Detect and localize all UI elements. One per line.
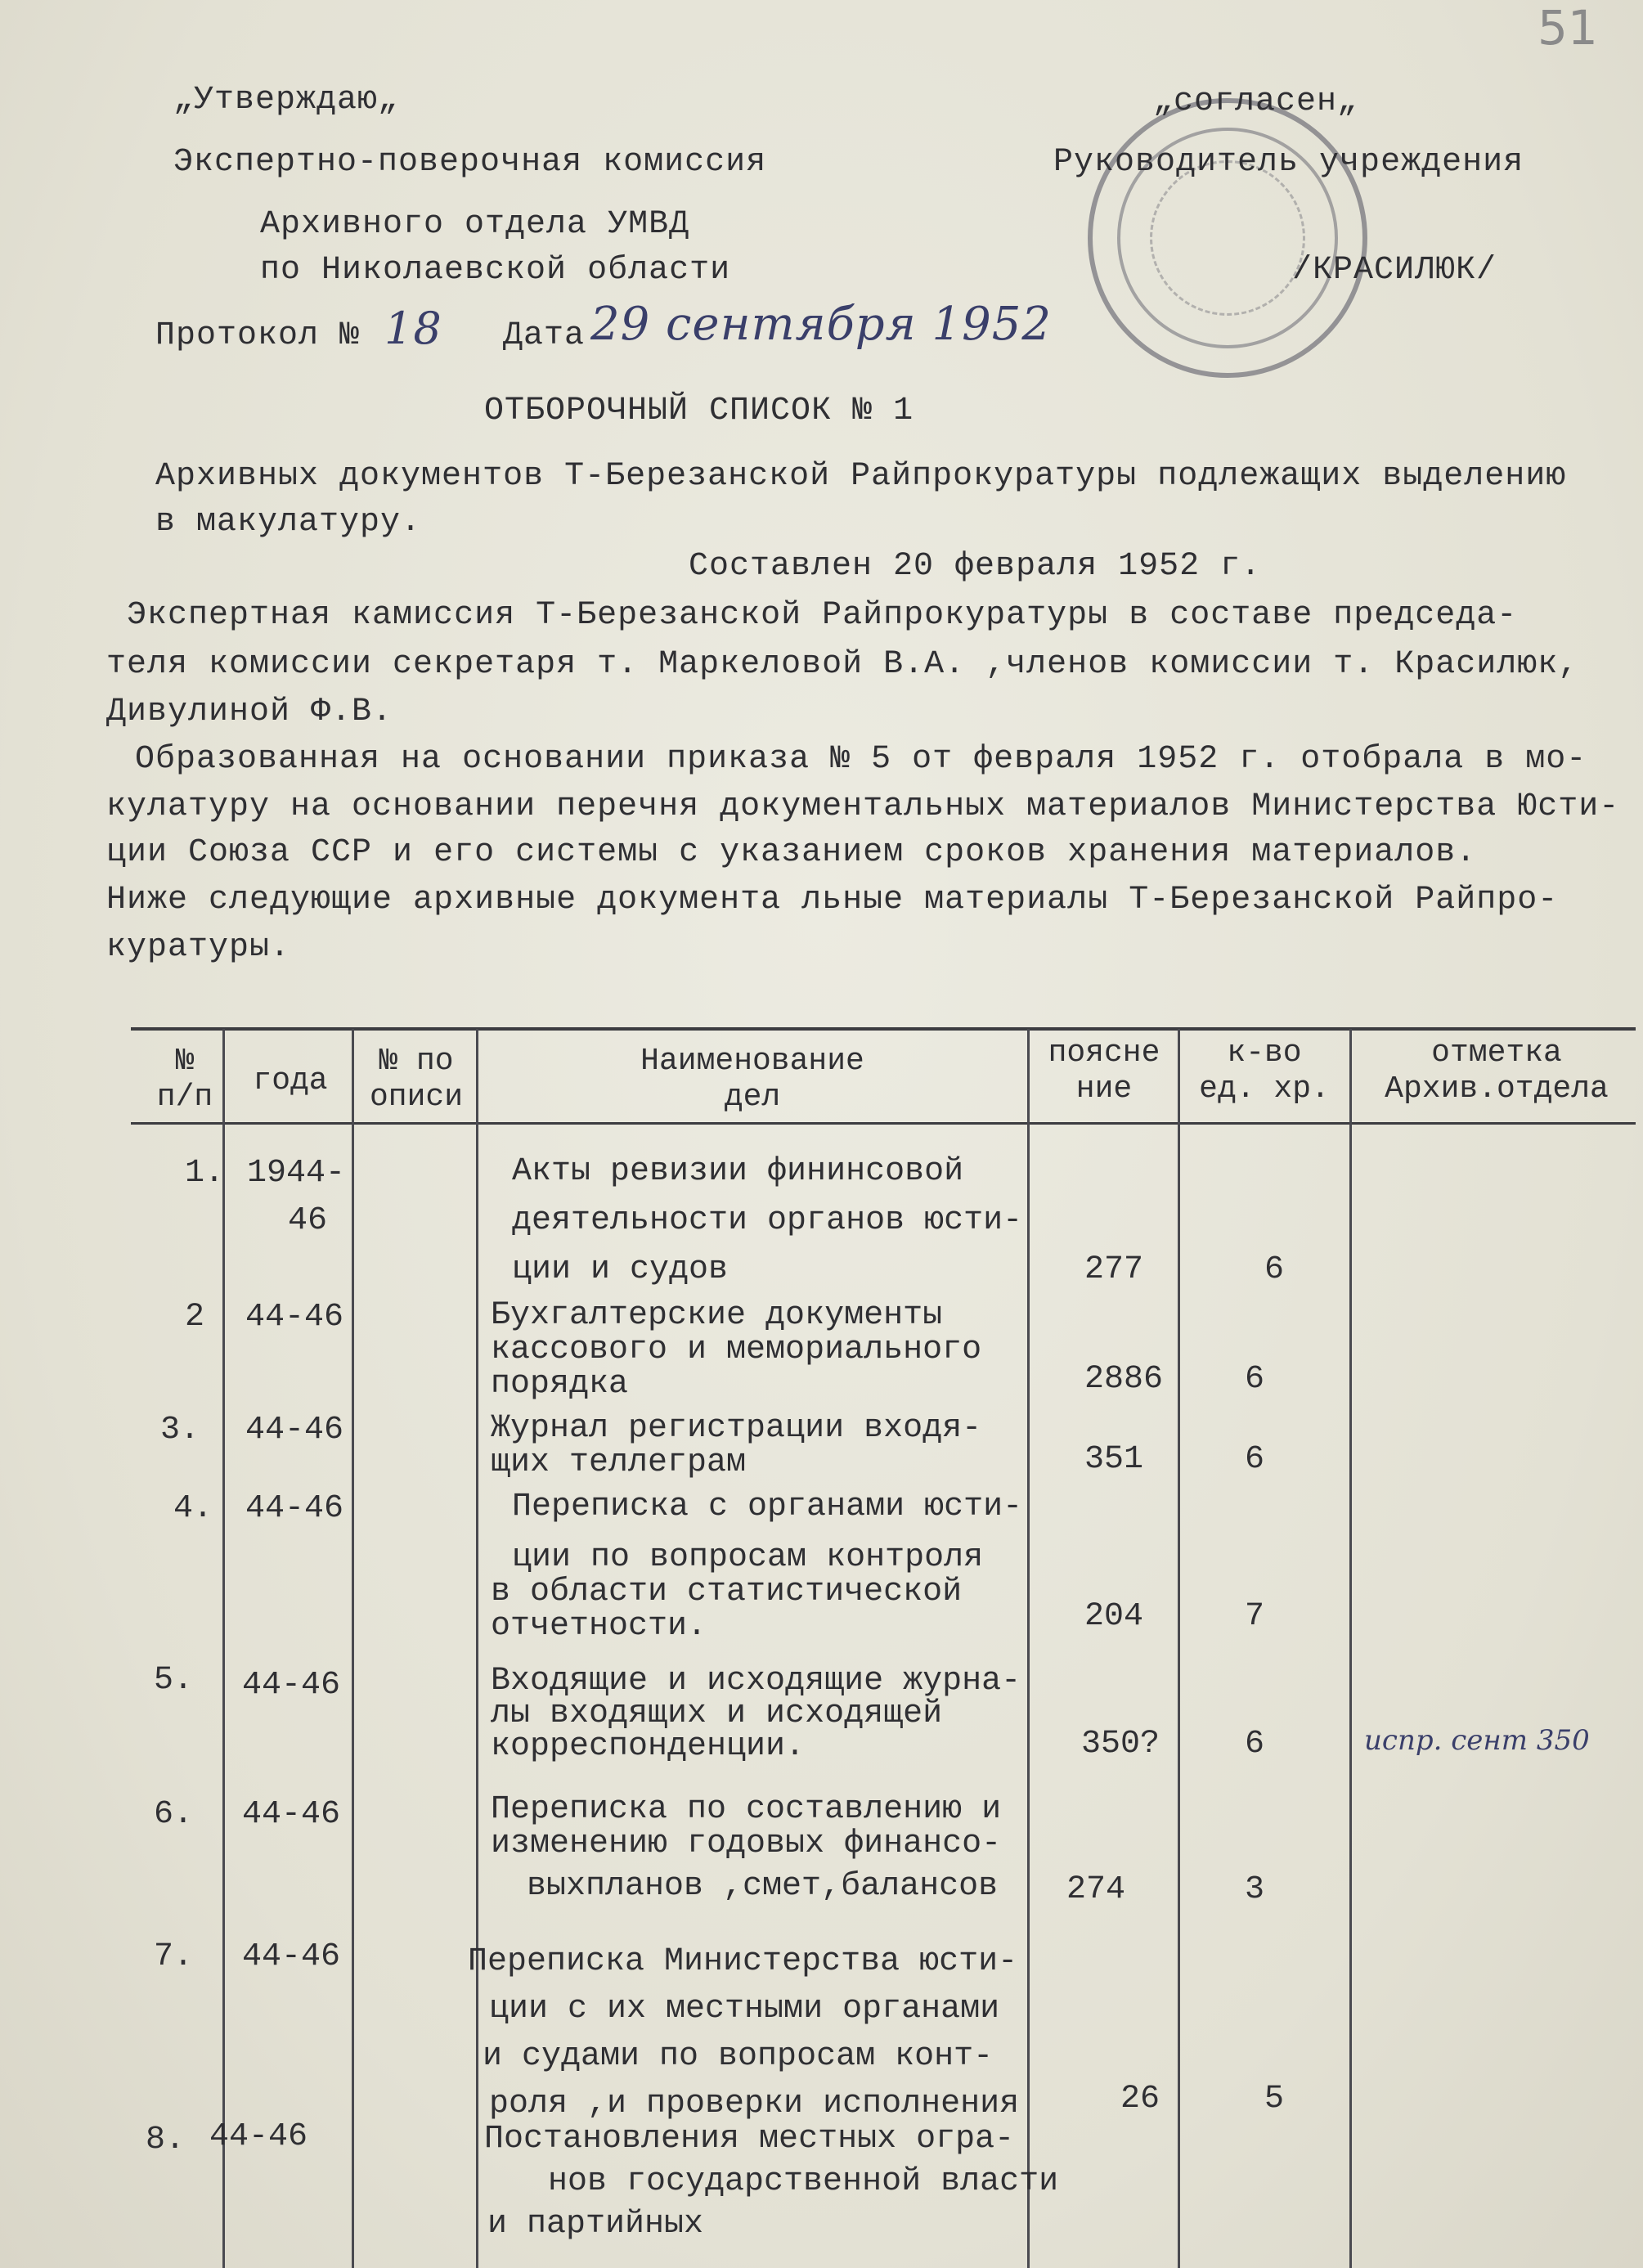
row3-explanation: 351 — [1084, 1441, 1144, 1478]
header-archive-mark: отметка Архив.отдела — [1385, 1035, 1609, 1107]
row1-name: Акты ревизии фининсовой деятельности органов юсти- ции и судов — [512, 1153, 1023, 1288]
row4-count: 7 — [1245, 1598, 1265, 1635]
row6-num: 6. — [154, 1796, 194, 1833]
approval-line-2: Архивного отдела УМВД — [260, 206, 690, 243]
subtitle-line-2: в макулатуру. — [155, 504, 422, 541]
row3-years: 44-46 — [245, 1412, 344, 1448]
row4-num: 4. — [173, 1490, 213, 1527]
row7-count: 5 — [1264, 2081, 1285, 2118]
para1-line-3: Дивулиной Ф.В. — [106, 694, 393, 730]
row3-name: Журнал регистрации входя- щих теллеграм — [491, 1410, 982, 1481]
row4-explanation: 204 — [1084, 1598, 1144, 1635]
row4-name: Переписка с органами юсти- ции по вопросам контроля в области статистической отчетности. — [491, 1489, 1023, 1645]
row3-count: 6 — [1245, 1441, 1265, 1478]
table-top-rule — [131, 1027, 1636, 1031]
row5-explanation: 350? — [1081, 1726, 1160, 1763]
document-title: ОТБОРОЧНЫЙ СПИСОК № 1 — [484, 393, 914, 429]
row1-explanation: 277 — [1084, 1251, 1144, 1288]
para2-line-3: ции Союза ССР и его системы с указанием сроков хранения материалов. — [106, 834, 1477, 871]
approval-line-3: по Николаевской области — [260, 252, 731, 289]
agreed-title: „согласен„ — [1153, 83, 1358, 120]
row2-num: 2 — [185, 1299, 205, 1336]
col-divider-2 — [352, 1029, 354, 2268]
date-label: Дата — [503, 317, 586, 354]
row1-count: 6 — [1264, 1251, 1285, 1288]
row7-years: 44-46 — [242, 1938, 341, 1975]
row5-archive-note: испр. сент 350 — [1364, 1724, 1590, 1757]
row7-name: Переписка Министерства юсти- ции с их местными органами и судами по вопросам конт- роля ,и проверки исполнения — [468, 1943, 1020, 2122]
row2-count: 6 — [1245, 1361, 1265, 1398]
para2-line-4: Ниже следующие архивные документа льные материалы Т-Березанской Райпро- — [106, 882, 1559, 918]
compiled-line: Составлен 20 февраля 1952 г. — [689, 548, 1262, 585]
para1-line-2: теля комиссии секретаря т. Маркеловой В.А. ,членов комиссии т. Красилюк, — [106, 646, 1579, 683]
col-divider-1 — [222, 1029, 225, 2268]
col-divider-4 — [1027, 1029, 1030, 2268]
header-num: № п/п — [156, 1044, 213, 1115]
para2-line-2: кулатуру на основании перечня документальных материалов Министерства Юсти- — [106, 788, 1620, 825]
row5-name: Входящие и исходящие журна- лы входящих и исходящей корреспонденции. — [491, 1663, 1021, 1765]
approval-line-1: Экспертно-поверочная комиссия — [173, 144, 767, 181]
row8-num: 8. — [146, 2122, 186, 2158]
header-inventory: № по описи — [369, 1044, 464, 1115]
row3-num: 3. — [160, 1412, 200, 1448]
para2-line-5: куратуры. — [106, 929, 291, 966]
header-count: к-во ед. хр. — [1199, 1035, 1330, 1107]
agreed-role: Руководитель учреждения — [1053, 144, 1524, 181]
approval-title: „Утверждаю„ — [173, 82, 399, 119]
row5-num: 5. — [154, 1662, 194, 1699]
round-stamp — [1088, 98, 1367, 378]
row4-years: 44-46 — [245, 1490, 344, 1527]
row2-name: Бухгалтерские документы кассового и мемориального порядка — [491, 1297, 982, 1403]
table-header-rule — [131, 1122, 1636, 1125]
col-divider-6 — [1349, 1029, 1352, 2268]
subtitle-line-1: Архивных документов Т-Березанской Райпрокуратуры подлежащих выделению — [155, 458, 1567, 495]
row5-years: 44-46 — [242, 1667, 341, 1704]
date-value: 29 сентября 1952 — [590, 298, 1053, 351]
header-years: года — [253, 1063, 328, 1098]
row1-num: 1. — [185, 1155, 225, 1192]
protocol-label: Протокол № — [155, 317, 361, 354]
header-explanation: поясне ние — [1048, 1035, 1160, 1107]
row7-explanation: 26 — [1120, 2081, 1160, 2118]
para2-line-1: Образованная на основании приказа № 5 от февраля 1952 г. отобрала в мо- — [135, 741, 1587, 778]
row6-years: 44-46 — [242, 1796, 341, 1833]
row8-years: 44-46 — [209, 2118, 308, 2155]
row6-explanation: 274 — [1066, 1871, 1126, 1908]
agreed-signature: /КРАСИЛЮК/ — [1292, 252, 1497, 289]
row1-years-a: 1944- — [247, 1155, 346, 1192]
row7-num: 7. — [154, 1938, 194, 1975]
header-name: Наименование дел — [640, 1044, 864, 1115]
row1-years-b: 46 — [288, 1202, 328, 1239]
row6-name: Переписка по составлению и изменению годовых финансо- выхпланов ,смет,балансов — [491, 1791, 1002, 1905]
row2-explanation: 2886 — [1084, 1361, 1164, 1398]
row8-name: Постановления местных огра- нов государственной власти и партийных — [484, 2121, 1059, 2243]
row6-count: 3 — [1245, 1871, 1265, 1908]
page-number: 51 — [1538, 0, 1598, 56]
row2-years: 44-46 — [245, 1299, 344, 1336]
para1-line-1: Экспертная камиссия Т-Березанской Райпрокуратуры в составе председа- — [127, 597, 1518, 634]
row5-count: 6 — [1245, 1726, 1265, 1763]
protocol-number: 18 — [384, 303, 442, 354]
col-divider-5 — [1178, 1029, 1180, 2268]
